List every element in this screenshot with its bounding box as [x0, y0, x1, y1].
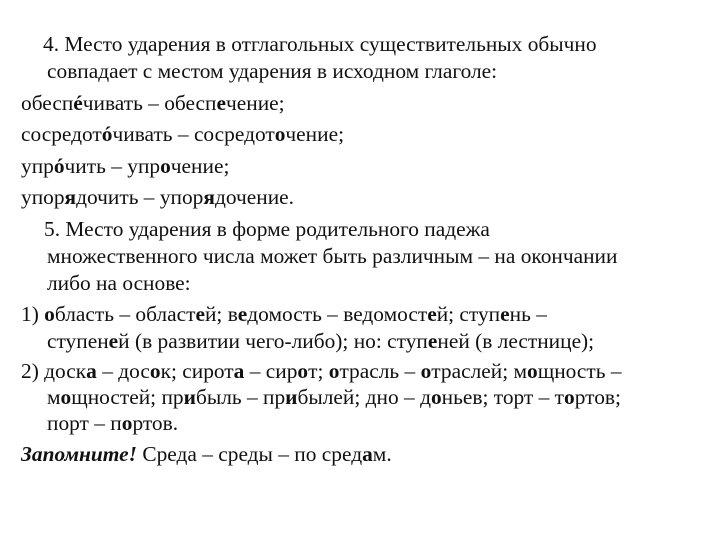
- text-run: чивать – сосредот: [112, 122, 275, 146]
- text-run: м.: [372, 442, 392, 466]
- text-run: домость – ведомост: [247, 302, 428, 326]
- text-run: 2) доск: [21, 359, 87, 383]
- text-run: чивать – обесп: [82, 91, 217, 115]
- text-run: нь –: [509, 302, 547, 326]
- stress-letter: о: [149, 359, 161, 383]
- stress-letter: а: [86, 359, 97, 383]
- text-line: [47, 410, 178, 436]
- text-run: 1): [21, 302, 45, 326]
- text-run: ньев; торт – т: [441, 385, 565, 409]
- stress-letter: а: [233, 359, 245, 383]
- text-run: – дос: [96, 359, 150, 383]
- text-run: й (в развитии чего-либо); но: ступ: [118, 329, 428, 353]
- text-run: бласть – област: [54, 302, 196, 326]
- stress-letter: о: [430, 385, 442, 409]
- text-run: упр: [21, 154, 54, 178]
- stress-letter: е: [427, 302, 437, 326]
- text-run: щностей; пр: [71, 385, 184, 409]
- text-line: [21, 358, 622, 384]
- text-run: – сир: [244, 359, 298, 383]
- text-run: м: [47, 385, 61, 409]
- stress-letter: о: [527, 359, 538, 383]
- text-line: [21, 153, 229, 179]
- text-run: 4. Место ударения в отглагольных существительных обычно: [43, 32, 597, 56]
- stress-letter: о: [44, 302, 55, 326]
- stress-letter: о: [328, 359, 340, 383]
- stress-letter: и: [183, 385, 196, 409]
- text-line: [44, 216, 490, 242]
- stress-letter: е: [237, 302, 248, 326]
- text-run: й; в: [204, 302, 238, 326]
- stress-letter: о: [297, 359, 309, 383]
- text-run: чение;: [285, 122, 345, 146]
- stress-letter: е: [195, 302, 205, 326]
- text-line: [21, 441, 392, 467]
- text-run: ступен: [47, 329, 109, 353]
- text-run: порт – п: [47, 411, 122, 435]
- text-run: дочение.: [214, 185, 294, 209]
- text-line: [47, 58, 497, 84]
- text-run: быль – пр: [195, 385, 286, 409]
- text-run: трасль –: [339, 359, 421, 383]
- text-run: т;: [308, 359, 329, 383]
- text-line: [47, 328, 594, 354]
- text-line: [47, 243, 617, 269]
- text-run: обесп: [21, 91, 74, 115]
- text-line: [43, 31, 597, 57]
- stress-letter: о: [420, 359, 432, 383]
- text-run: либо на основе:: [47, 271, 191, 295]
- stress-letter: а: [362, 442, 373, 466]
- text-run: чить – упр: [64, 154, 161, 178]
- stress-letter: о: [274, 122, 286, 146]
- stress-letter: я: [64, 185, 77, 209]
- stress-letter: о: [160, 154, 171, 178]
- text-run: сосредот: [21, 122, 102, 146]
- stress-letter: ó: [101, 122, 113, 146]
- stress-letter: é: [73, 91, 83, 115]
- emphasis-text: Запомните!: [21, 442, 137, 466]
- text-run: былей; дно – д: [297, 385, 431, 409]
- text-run: й; ступ: [436, 302, 501, 326]
- stress-letter: е: [108, 329, 119, 353]
- text-line: [47, 270, 191, 296]
- stress-letter: о: [121, 411, 133, 435]
- stress-letter: о: [564, 385, 575, 409]
- stress-letter: о: [60, 385, 72, 409]
- text-run: чение;: [226, 91, 285, 115]
- text-run: Среда – среды – по сред: [136, 442, 363, 466]
- stress-letter: я: [203, 185, 215, 209]
- text-run: чение;: [170, 154, 230, 178]
- text-run: щность –: [537, 359, 622, 383]
- text-run: множественного числа может быть различным – на окончании: [47, 244, 618, 268]
- text-line: [21, 121, 344, 147]
- stress-letter: ó: [53, 154, 65, 178]
- text-run: к; сирот: [160, 359, 234, 383]
- stress-letter: е: [216, 91, 226, 115]
- text-line: [21, 90, 285, 116]
- text-line: [47, 384, 621, 410]
- text-run: траслей; м: [431, 359, 528, 383]
- stress-letter: и: [285, 385, 298, 409]
- text-run: дочить – упор: [76, 185, 204, 209]
- text-run: совпадает с местом ударения в исходном глаголе:: [47, 59, 498, 83]
- text-run: ней (в лестнице);: [437, 329, 595, 353]
- text-run: ртов.: [132, 411, 179, 435]
- stress-letter: е: [500, 302, 510, 326]
- stress-letter: е: [427, 329, 438, 353]
- text-line: [21, 301, 547, 327]
- text-run: 5. Место ударения в форме родительного падежа: [44, 217, 490, 241]
- text-line: [21, 184, 294, 210]
- text-run: упор: [21, 185, 65, 209]
- text-run: ртов;: [574, 385, 621, 409]
